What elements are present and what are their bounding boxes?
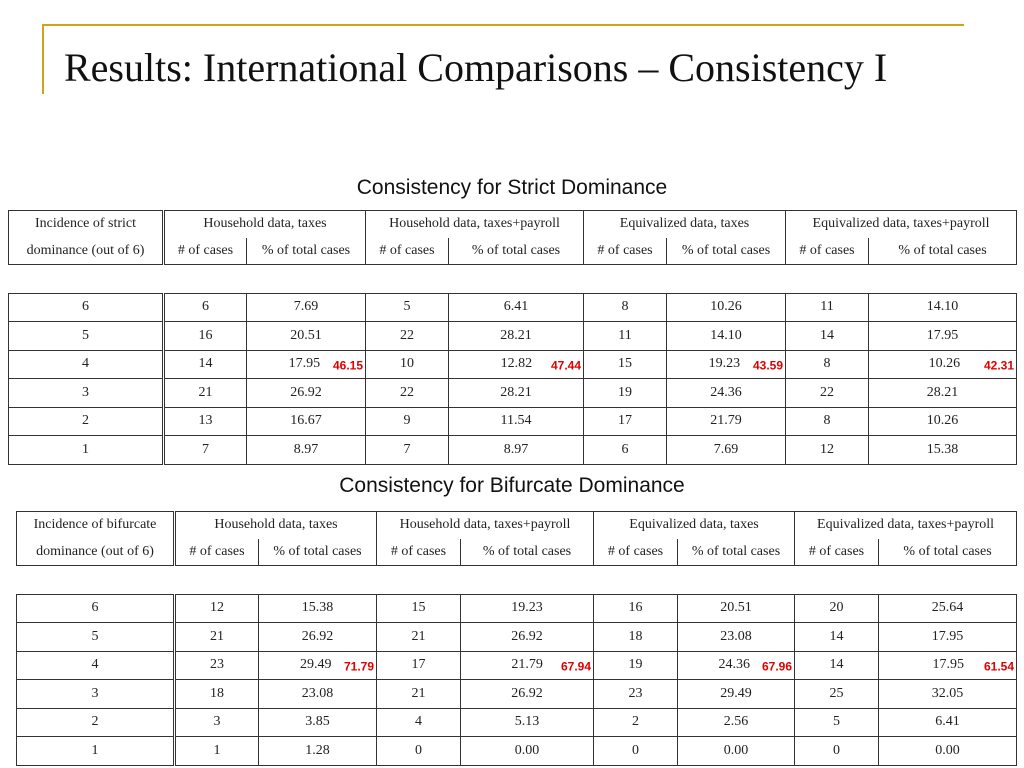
table-cell: 8.97: [449, 436, 584, 465]
annotation-cumulative-pct: 43.59: [753, 358, 784, 373]
table-cell: 17.95: [869, 322, 1017, 351]
table-cell: [678, 651, 795, 680]
table-cell: 21.79: [667, 407, 786, 436]
table-cell-value: 19.23: [708, 356, 741, 372]
table-cell: 2.56: [678, 708, 795, 737]
header-row: [17, 512, 1017, 539]
table-cell: 10.26: [667, 293, 786, 322]
table-row: [17, 737, 1017, 766]
table-row: [17, 708, 1017, 737]
table-header: [17, 512, 1017, 566]
table-cell: [879, 651, 1017, 680]
header-subcell: % of total cases: [259, 539, 377, 566]
header-separator: [9, 265, 1017, 294]
bifurcate-caption: Consistency for Bifurcate Dominance: [339, 474, 685, 497]
header-subcell: % of total cases: [879, 539, 1017, 566]
table-cell: 1: [9, 436, 164, 465]
annotation-cumulative-pct: 61.54: [984, 659, 1015, 674]
table-cell: 2: [17, 708, 175, 737]
table-cell: [667, 350, 786, 379]
header-group-cell: Household data, taxes+payroll: [377, 512, 594, 539]
header-subcell: dominance (out of 6): [17, 539, 175, 566]
table-cell: 4: [17, 651, 175, 680]
separator-cell: [17, 566, 1017, 595]
table-body: [9, 265, 1017, 465]
table-cell: 14: [164, 350, 247, 379]
table-cell: 11: [786, 293, 869, 322]
table-cell: 24.36: [667, 379, 786, 408]
table-cell: 8: [786, 350, 869, 379]
table-row: [9, 350, 1017, 379]
table-cell: 23.08: [678, 623, 795, 652]
table-cell: 6: [9, 293, 164, 322]
header-group-cell: Equivalized data, taxes+payroll: [795, 512, 1017, 539]
table-cell-value: 12.82: [500, 356, 533, 372]
header-group-cell: Equivalized data, taxes: [594, 512, 795, 539]
table-cell: [247, 350, 366, 379]
table-cell: 0.00: [678, 737, 795, 766]
table-cell: 14.10: [869, 293, 1017, 322]
table-cell: 0: [795, 737, 879, 766]
header-row: [9, 238, 1017, 265]
table-cell: 11.54: [449, 407, 584, 436]
table-cell: 5.13: [461, 708, 594, 737]
table-cell: 26.92: [461, 623, 594, 652]
table-cell: 22: [786, 379, 869, 408]
table-cell: 1: [17, 737, 175, 766]
table-cell: 14: [795, 651, 879, 680]
table-cell: 5: [366, 293, 449, 322]
header-subcell: dominance (out of 6): [9, 238, 164, 265]
annotation-cumulative-pct: 42.31: [984, 358, 1015, 373]
table-cell: 1: [175, 737, 259, 766]
table-cell: 28.21: [869, 379, 1017, 408]
table-cell: [259, 651, 377, 680]
header-subcell: # of cases: [175, 539, 259, 566]
table-row: [17, 623, 1017, 652]
table-cell-value: 17.95: [288, 356, 321, 372]
table-cell: 4: [377, 708, 461, 737]
table-cell: 16.67: [247, 407, 366, 436]
table-cell: 28.21: [449, 322, 584, 351]
table-cell: 15: [584, 350, 667, 379]
table-cell: 7: [164, 436, 247, 465]
table-body: [17, 566, 1017, 766]
table-cell: 14.10: [667, 322, 786, 351]
table-cell-value: 24.36: [718, 657, 750, 673]
table-cell: 18: [594, 623, 678, 652]
table-cell: 28.21: [449, 379, 584, 408]
table-cell: 6: [584, 436, 667, 465]
table-cell: 16: [164, 322, 247, 351]
table-cell: 7.69: [667, 436, 786, 465]
annotation-cumulative-pct: 67.96: [762, 659, 793, 674]
table-row: [9, 436, 1017, 465]
table-cell: 21: [175, 623, 259, 652]
slide-title: Results: International Comparisons – Consistency I: [64, 45, 888, 90]
table-cell: 21: [164, 379, 247, 408]
table-cell: 7: [366, 436, 449, 465]
table-cell: 19: [584, 379, 667, 408]
table-cell: 6: [17, 594, 175, 623]
table-cell: 20.51: [678, 594, 795, 623]
header-subcell: # of cases: [594, 539, 678, 566]
table-cell: 3: [9, 379, 164, 408]
table-cell: 19: [594, 651, 678, 680]
table-cell: 6: [164, 293, 247, 322]
table-cell: 17: [377, 651, 461, 680]
table-cell: 0: [594, 737, 678, 766]
header-subcell: # of cases: [164, 238, 247, 265]
table-cell: [449, 350, 584, 379]
table-cell: 26.92: [259, 623, 377, 652]
header-group-cell: Equivalized data, taxes+payroll: [786, 211, 1017, 238]
table-cell: 16: [594, 594, 678, 623]
table-cell: 5: [17, 623, 175, 652]
table-cell: 6.41: [879, 708, 1017, 737]
table-cell: 5: [9, 322, 164, 351]
table-cell: 18: [175, 680, 259, 709]
table-cell: 20: [795, 594, 879, 623]
annotation-cumulative-pct: 46.15: [332, 358, 363, 373]
table-header: [9, 211, 1017, 265]
table-cell: 20.51: [247, 322, 366, 351]
title-rule-vertical: [42, 24, 44, 94]
table-cell-value: 21.79: [511, 657, 543, 673]
header-subcell: % of total cases: [678, 539, 795, 566]
table-cell: 14: [795, 623, 879, 652]
table-cell: 25.64: [879, 594, 1017, 623]
table-cell: 21: [377, 680, 461, 709]
table-cell: 22: [366, 322, 449, 351]
table-cell: 0.00: [461, 737, 594, 766]
table-row: [17, 594, 1017, 623]
table-cell: 5: [795, 708, 879, 737]
table-cell: 19.23: [461, 594, 594, 623]
table-row: [17, 680, 1017, 709]
table-cell: 17: [584, 407, 667, 436]
table-cell: 4: [9, 350, 164, 379]
table-cell: 3.85: [259, 708, 377, 737]
annotation-cumulative-pct: 47.44: [550, 358, 582, 373]
table-cell: 29.49: [678, 680, 795, 709]
table-cell: 0.00: [879, 737, 1017, 766]
strict-caption: Consistency for Strict Dominance: [356, 176, 668, 199]
table-row: [9, 407, 1017, 436]
header-subcell: # of cases: [786, 238, 869, 265]
table-cell: 9: [366, 407, 449, 436]
table-cell: 8.97: [247, 436, 366, 465]
table-cell: 15: [377, 594, 461, 623]
header-row: [9, 211, 1017, 238]
header-subcell: # of cases: [366, 238, 449, 265]
table-cell: 17.95: [879, 623, 1017, 652]
table-cell: 15.38: [259, 594, 377, 623]
header-group-cell: Incidence of bifurcate: [17, 512, 175, 539]
table-cell: 13: [164, 407, 247, 436]
header-separator: [17, 566, 1017, 595]
table-cell: 26.92: [461, 680, 594, 709]
strict-dominance-table: [8, 210, 1017, 465]
annotation-cumulative-pct: 67.94: [560, 659, 592, 674]
header-subcell: % of total cases: [667, 238, 786, 265]
table-cell: 12: [175, 594, 259, 623]
header-group-cell: Equivalized data, taxes: [584, 211, 786, 238]
table-cell: 3: [17, 680, 175, 709]
table-cell: [869, 350, 1017, 379]
table-cell: 23: [175, 651, 259, 680]
table-cell: 2: [9, 407, 164, 436]
table-cell: 22: [366, 379, 449, 408]
table-cell: 23.08: [259, 680, 377, 709]
header-group-cell: Household data, taxes: [175, 512, 377, 539]
table-cell: 23: [594, 680, 678, 709]
table-row: [9, 293, 1017, 322]
table-cell: 14: [786, 322, 869, 351]
header-subcell: % of total cases: [461, 539, 594, 566]
header-subcell: % of total cases: [449, 238, 584, 265]
table-cell-value: 29.49: [300, 657, 332, 673]
table-cell: [461, 651, 594, 680]
header-group-cell: Household data, taxes: [164, 211, 366, 238]
table-cell: 10.26: [869, 407, 1017, 436]
header-row: [17, 539, 1017, 566]
header-subcell: # of cases: [795, 539, 879, 566]
header-group-cell: Household data, taxes+payroll: [366, 211, 584, 238]
table-cell: 12: [786, 436, 869, 465]
table-row: [9, 322, 1017, 351]
table-cell: 15.38: [869, 436, 1017, 465]
table-cell-value: 10.26: [928, 356, 961, 372]
table-row: [17, 651, 1017, 680]
bifurcate-dominance-table: [16, 511, 1017, 766]
table-row: [9, 379, 1017, 408]
table-cell: 1.28: [259, 737, 377, 766]
table-cell: 0: [377, 737, 461, 766]
table-cell: 7.69: [247, 293, 366, 322]
annotation-cumulative-pct: 71.79: [343, 659, 374, 674]
table-cell: 10: [366, 350, 449, 379]
table-cell: 26.92: [247, 379, 366, 408]
table-cell: 32.05: [879, 680, 1017, 709]
table-cell: 8: [584, 293, 667, 322]
header-group-cell: Incidence of strict: [9, 211, 164, 238]
header-subcell: % of total cases: [869, 238, 1017, 265]
table-cell: 6.41: [449, 293, 584, 322]
table-cell: 11: [584, 322, 667, 351]
header-subcell: # of cases: [377, 539, 461, 566]
separator-cell: [9, 265, 1017, 294]
header-subcell: % of total cases: [247, 238, 366, 265]
table-cell-value: 17.95: [932, 657, 964, 673]
table-cell: 2: [594, 708, 678, 737]
table-cell: 8: [786, 407, 869, 436]
title-rule-horizontal: [42, 24, 964, 26]
table-cell: 25: [795, 680, 879, 709]
header-subcell: # of cases: [584, 238, 667, 265]
table-cell: 21: [377, 623, 461, 652]
table-cell: 3: [175, 708, 259, 737]
